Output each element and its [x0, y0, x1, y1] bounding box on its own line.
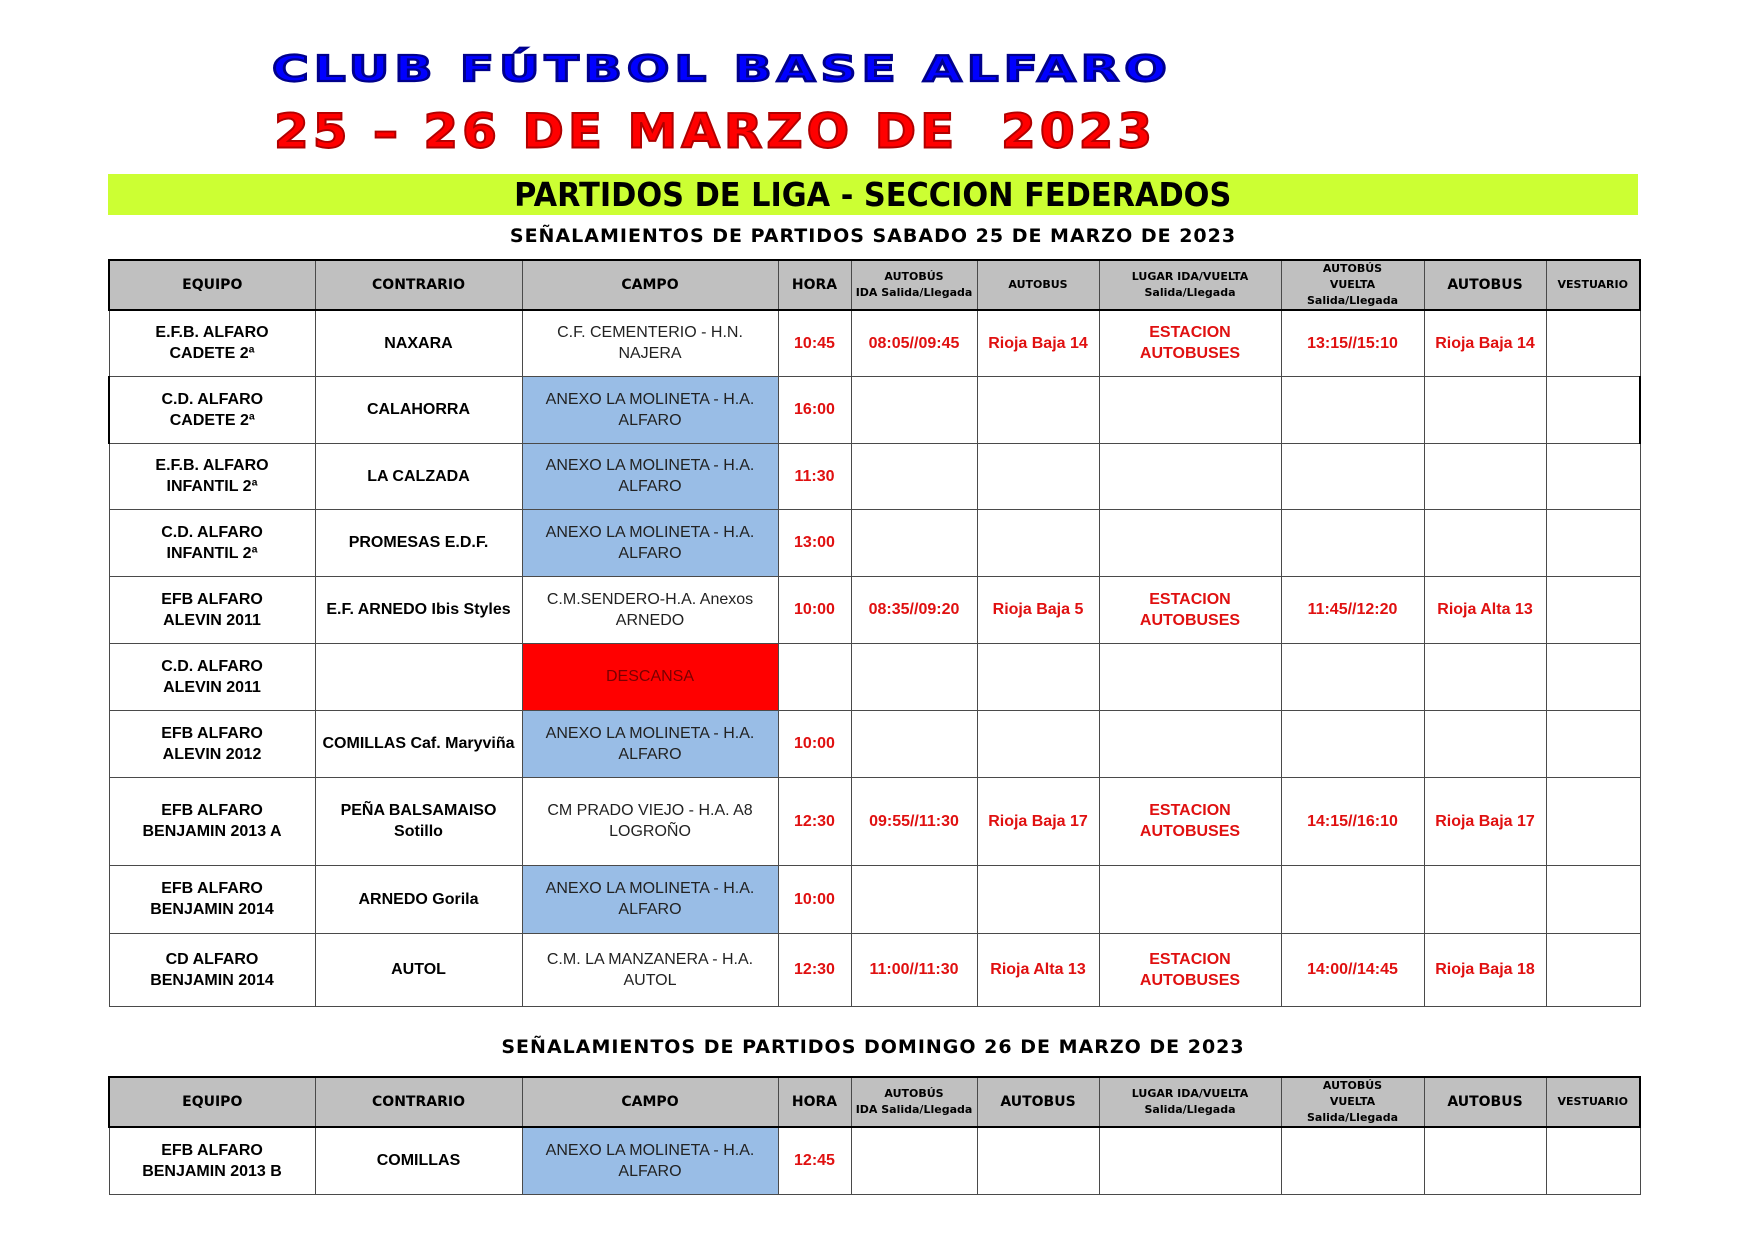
campo-cell: CM PRADO VIEJO - H.A. A8 LOGROÑO [522, 777, 778, 865]
bus-vuelta-cell [1424, 710, 1546, 777]
equipo-cell: C.D. ALFARO ALEVIN 2011 [109, 643, 315, 710]
contrario-cell: PEÑA BALSAMAISO Sotillo [315, 777, 522, 865]
bus-ida-cell: Rioja Baja 17 [977, 777, 1099, 865]
bus-vuelta-cell [1424, 509, 1546, 576]
table-row [109, 865, 1640, 933]
col-lugar: LUGAR IDA/VUELTA Salida/Llegada [1099, 260, 1281, 310]
table-row [109, 933, 1640, 1006]
col-equipo: EQUIPO [109, 1077, 315, 1127]
contrario-cell: NAXARA [315, 310, 522, 376]
saturday-title: SEÑALAMIENTOS DE PARTIDOS SABADO 25 DE MARZO DE 2023 [509, 225, 1237, 247]
campo-cell: ANEXO LA MOLINETA - H.A. ALFARO [522, 710, 778, 777]
equipo-cell: EFB ALFARO BENJAMIN 2013 A [109, 777, 315, 865]
ida-cell [851, 710, 977, 777]
table-row [109, 1127, 1640, 1194]
campo-cell: ANEXO LA MOLINETA - H.A. ALFARO [522, 865, 778, 933]
bus-vuelta-cell: Rioja Baja 17 [1424, 777, 1546, 865]
bus-ida-cell: Rioja Baja 5 [977, 576, 1099, 643]
campo-cell: C.M. LA MANZANERA - H.A. AUTOL [522, 933, 778, 1006]
hora-cell: 10:45 [778, 310, 851, 376]
campo-cell: ANEXO LA MOLINETA - H.A. ALFARO [522, 509, 778, 576]
bus-ida-cell: Rioja Baja 14 [977, 310, 1099, 376]
contrario-cell: LA CALZADA [315, 443, 522, 509]
lugar-cell [1099, 443, 1281, 509]
hora-cell [778, 643, 851, 710]
equipo-cell: C.D. ALFARO INFANTIL 2ª [109, 509, 315, 576]
table-row [109, 509, 1640, 576]
lugar-cell: ESTACION AUTOBUSES [1099, 933, 1281, 1006]
bus-vuelta-cell [1424, 643, 1546, 710]
vuelta-cell [1281, 376, 1424, 443]
vuelta-cell [1281, 1127, 1424, 1194]
descansa-cell: DESCANSA [522, 643, 778, 710]
lugar-cell: ESTACION AUTOBUSES [1099, 777, 1281, 865]
vestuario-cell [1546, 710, 1640, 777]
col-autobus: AUTOBUS [977, 260, 1099, 310]
campo-cell: C.F. CEMENTERIO - H.N. NAJERA [522, 310, 778, 376]
bus-ida-cell [977, 376, 1099, 443]
ida-cell: 08:05//09:45 [851, 310, 977, 376]
col-hora: HORA [778, 260, 851, 310]
col-equipo: EQUIPO [109, 260, 315, 310]
col-contrario: CONTRARIO [315, 260, 522, 310]
vuelta-cell: 14:00//14:45 [1281, 933, 1424, 1006]
bus-vuelta-cell: Rioja Baja 14 [1424, 310, 1546, 376]
vestuario-cell [1546, 1127, 1640, 1194]
lugar-cell [1099, 710, 1281, 777]
lugar-cell [1099, 509, 1281, 576]
bus-ida-cell [977, 443, 1099, 509]
contrario-cell: COMILLAS Caf. Maryviña [315, 710, 522, 777]
ida-cell [851, 865, 977, 933]
col-autobus-ida: AUTOBÚS IDA Salida/Llegada [851, 260, 977, 310]
banner-text: PARTIDOS DE LIGA - SECCION FEDERADOS [514, 175, 1232, 214]
hora-cell: 12:45 [778, 1127, 851, 1194]
vestuario-cell [1546, 376, 1640, 443]
col-campo: CAMPO [522, 1077, 778, 1127]
contrario-cell: AUTOL [315, 933, 522, 1006]
bus-vuelta-cell [1424, 443, 1546, 509]
equipo-cell: EFB ALFARO BENJAMIN 2014 [109, 865, 315, 933]
vestuario-cell [1546, 576, 1640, 643]
vuelta-cell [1281, 865, 1424, 933]
equipo-cell: E.F.B. ALFARO INFANTIL 2ª [109, 443, 315, 509]
vuelta-cell [1281, 643, 1424, 710]
table-row [109, 443, 1640, 509]
lugar-cell [1099, 1127, 1281, 1194]
bus-ida-cell [977, 643, 1099, 710]
equipo-cell: EFB ALFARO BENJAMIN 2013 B [109, 1127, 315, 1194]
hora-cell: 11:30 [778, 443, 851, 509]
lugar-cell [1099, 643, 1281, 710]
bus-ida-cell [977, 865, 1099, 933]
vestuario-cell [1546, 310, 1640, 376]
hora-cell: 10:00 [778, 576, 851, 643]
hora-cell: 13:00 [778, 509, 851, 576]
table-header-row [109, 1077, 1640, 1127]
contrario-cell: ARNEDO Gorila [315, 865, 522, 933]
ida-cell [851, 509, 977, 576]
table-row [109, 576, 1640, 643]
col-autobus-2: AUTOBUS [1424, 260, 1546, 310]
bus-vuelta-cell [1424, 865, 1546, 933]
vestuario-cell [1546, 865, 1640, 933]
equipo-cell: EFB ALFARO ALEVIN 2012 [109, 710, 315, 777]
bus-vuelta-cell: Rioja Baja 18 [1424, 933, 1546, 1006]
col-hora: HORA [778, 1077, 851, 1127]
col-campo: CAMPO [522, 260, 778, 310]
contrario-cell: E.F. ARNEDO Ibis Styles [315, 576, 522, 643]
ida-cell: 11:00//11:30 [851, 933, 977, 1006]
contrario-cell: COMILLAS [315, 1127, 522, 1194]
equipo-cell: EFB ALFARO ALEVIN 2011 [109, 576, 315, 643]
bus-ida-cell [977, 509, 1099, 576]
section-banner [108, 174, 1638, 215]
hora-cell: 12:30 [778, 933, 851, 1006]
col-autobus-ida: AUTOBÚS IDA Salida/Llegada [851, 1077, 977, 1127]
col-autobus-vuelta: AUTOBÚS VUELTA Salida/Llegada [1281, 260, 1424, 310]
col-contrario: CONTRARIO [315, 1077, 522, 1127]
col-autobus-2: AUTOBUS [1424, 1077, 1546, 1127]
sunday-table [108, 1076, 1641, 1195]
vuelta-cell: 13:15//15:10 [1281, 310, 1424, 376]
hora-cell: 16:00 [778, 376, 851, 443]
col-vestuario: VESTUARIO [1546, 1077, 1640, 1127]
vuelta-cell: 14:15//16:10 [1281, 777, 1424, 865]
lugar-cell [1099, 376, 1281, 443]
campo-cell: ANEXO LA MOLINETA - H.A. ALFARO [522, 443, 778, 509]
ida-cell [851, 443, 977, 509]
lugar-cell: ESTACION AUTOBUSES [1099, 310, 1281, 376]
hora-cell: 12:30 [778, 777, 851, 865]
vuelta-cell [1281, 509, 1424, 576]
ida-cell [851, 643, 977, 710]
vuelta-cell [1281, 710, 1424, 777]
bus-vuelta-cell [1424, 1127, 1546, 1194]
campo-cell: ANEXO LA MOLINETA - H.A. ALFARO [522, 376, 778, 443]
equipo-cell: E.F.B. ALFARO CADETE 2ª [109, 310, 315, 376]
contrario-cell: CALAHORRA [315, 376, 522, 443]
table-row [109, 310, 1640, 376]
equipo-cell: CD ALFARO BENJAMIN 2014 [109, 933, 315, 1006]
bus-ida-cell: Rioja Alta 13 [977, 933, 1099, 1006]
bus-vuelta-cell: Rioja Alta 13 [1424, 576, 1546, 643]
col-lugar: LUGAR IDA/VUELTA Salida/Llegada [1099, 1077, 1281, 1127]
equipo-cell: C.D. ALFARO CADETE 2ª [109, 376, 315, 443]
bus-ida-cell [977, 1127, 1099, 1194]
vestuario-cell [1546, 443, 1640, 509]
campo-cell: C.M.SENDERO-H.A. Anexos ARNEDO [522, 576, 778, 643]
bus-vuelta-cell [1424, 376, 1546, 443]
hora-cell: 10:00 [778, 865, 851, 933]
table-row [109, 643, 1640, 710]
date-title: 25 – 26 DE MARZO DE 2023 [274, 104, 1157, 160]
saturday-table [108, 259, 1641, 1007]
col-autobus-vuelta: AUTOBÚS VUELTA Salida/Llegada [1281, 1077, 1424, 1127]
col-autobus: AUTOBUS [977, 1077, 1099, 1127]
vuelta-cell [1281, 443, 1424, 509]
ida-cell: 08:35//09:20 [851, 576, 977, 643]
contrario-cell: PROMESAS E.D.F. [315, 509, 522, 576]
sunday-title: SEÑALAMIENTOS DE PARTIDOS DOMINGO 26 DE MARZO DE 2023 [501, 1036, 1245, 1058]
col-vestuario: VESTUARIO [1546, 260, 1640, 310]
lugar-cell [1099, 865, 1281, 933]
vestuario-cell [1546, 509, 1640, 576]
table-row [109, 710, 1640, 777]
ida-cell: 09:55//11:30 [851, 777, 977, 865]
vuelta-cell: 11:45//12:20 [1281, 576, 1424, 643]
campo-cell: ANEXO LA MOLINETA - H.A. ALFARO [522, 1127, 778, 1194]
hora-cell: 10:00 [778, 710, 851, 777]
vestuario-cell [1546, 777, 1640, 865]
ida-cell [851, 376, 977, 443]
table-row [109, 777, 1640, 865]
table-row [109, 376, 1640, 443]
club-title: CLUB FÚTBOL BASE ALFARO [272, 48, 1172, 90]
lugar-cell: ESTACION AUTOBUSES [1099, 576, 1281, 643]
ida-cell [851, 1127, 977, 1194]
contrario-cell [315, 643, 522, 710]
table-header-row [109, 260, 1640, 310]
vestuario-cell [1546, 933, 1640, 1006]
vestuario-cell [1546, 643, 1640, 710]
bus-ida-cell [977, 710, 1099, 777]
